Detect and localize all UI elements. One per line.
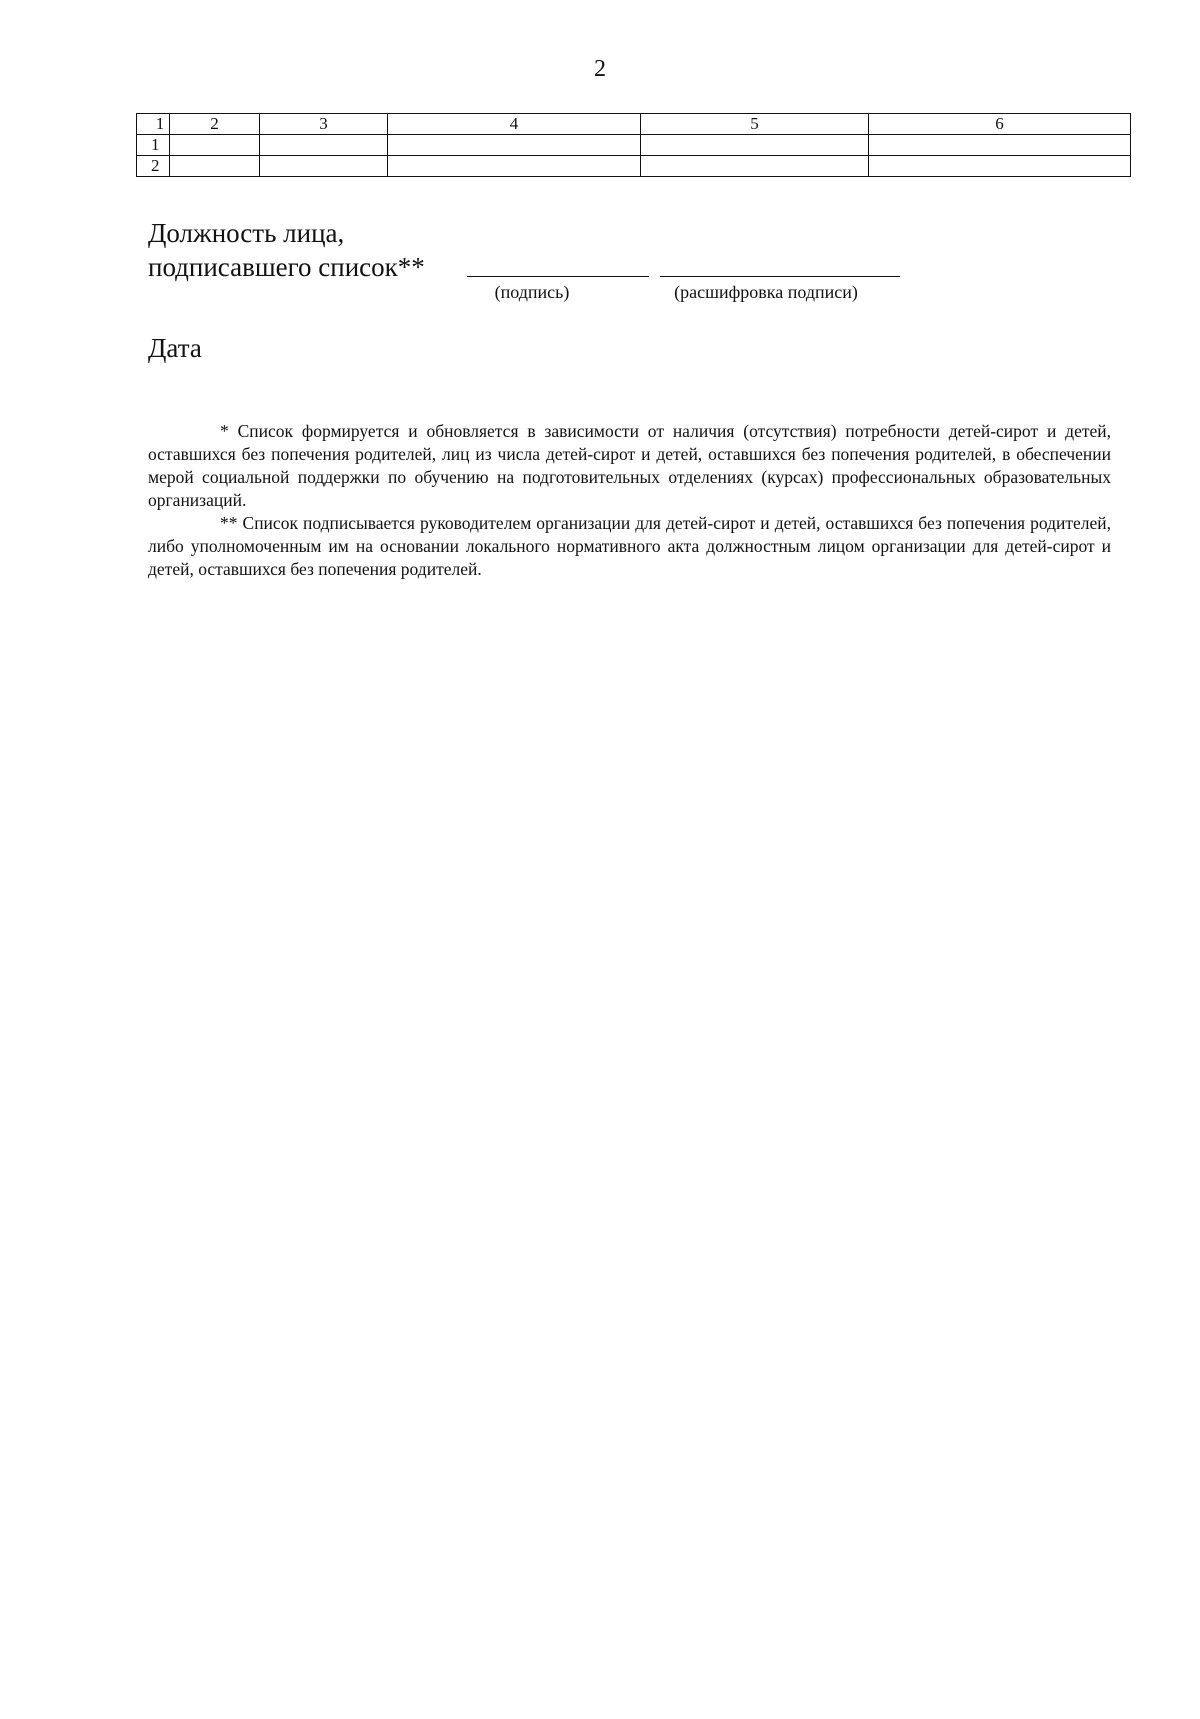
table-cell — [869, 135, 1131, 156]
table-header-row — [137, 114, 1131, 135]
signature-decoding-line — [660, 276, 900, 277]
table-cell — [170, 156, 260, 177]
signature-decoding-caption: (расшифровка подписи) — [674, 282, 858, 302]
table-header-cell: 6 — [869, 114, 1131, 135]
table-cell — [388, 156, 641, 177]
footnote-2: ** Список подписывается руководителем организации для детей-сирот и детей, оставшихся без попечения родителей, либо уполномоченным им на основании локального нормативного акта должностным лицом организации для детей-сирот и детей, оставшихся без попечения родителей. — [148, 513, 1111, 579]
data-table — [136, 113, 1131, 177]
table-cell — [388, 135, 641, 156]
table-cell: 2 — [137, 156, 170, 177]
table-header-cell: 2 — [170, 114, 260, 135]
table-header-cell: 1 — [137, 114, 170, 135]
date-label: Дата — [148, 333, 202, 363]
signatory-position-label — [148, 216, 425, 284]
page-number: 2 — [594, 56, 606, 82]
table-cell — [260, 135, 388, 156]
footnote-1: * Список формируется и обновляется в зависимости от наличия (отсутствия) потребности детей-сирот и детей, оставшихся без попечения родителей, лиц из числа детей-сирот и детей, оставшихся без попечения родителей, в обеспечении мерой социальной поддержки по обучению на подготовительных отделениях (курсах) профессиональных образовательных организаций. — [148, 421, 1111, 510]
table-cell: 1 — [137, 135, 170, 156]
table-cell — [869, 156, 1131, 177]
position-line-2: подписавшего список** — [148, 252, 425, 282]
table-cell — [170, 135, 260, 156]
table-header-cell: 4 — [388, 114, 641, 135]
table-row — [137, 135, 1131, 156]
position-line-1: Должность лица, — [148, 218, 345, 248]
table-header-cell: 3 — [260, 114, 388, 135]
table-cell — [260, 156, 388, 177]
signature-caption: (подпись) — [494, 282, 570, 302]
table-cell — [641, 135, 869, 156]
table-cell — [641, 156, 869, 177]
footnotes — [148, 420, 1111, 581]
table-header-cell: 5 — [641, 114, 869, 135]
table-row — [137, 156, 1131, 177]
signature-line — [467, 276, 649, 277]
